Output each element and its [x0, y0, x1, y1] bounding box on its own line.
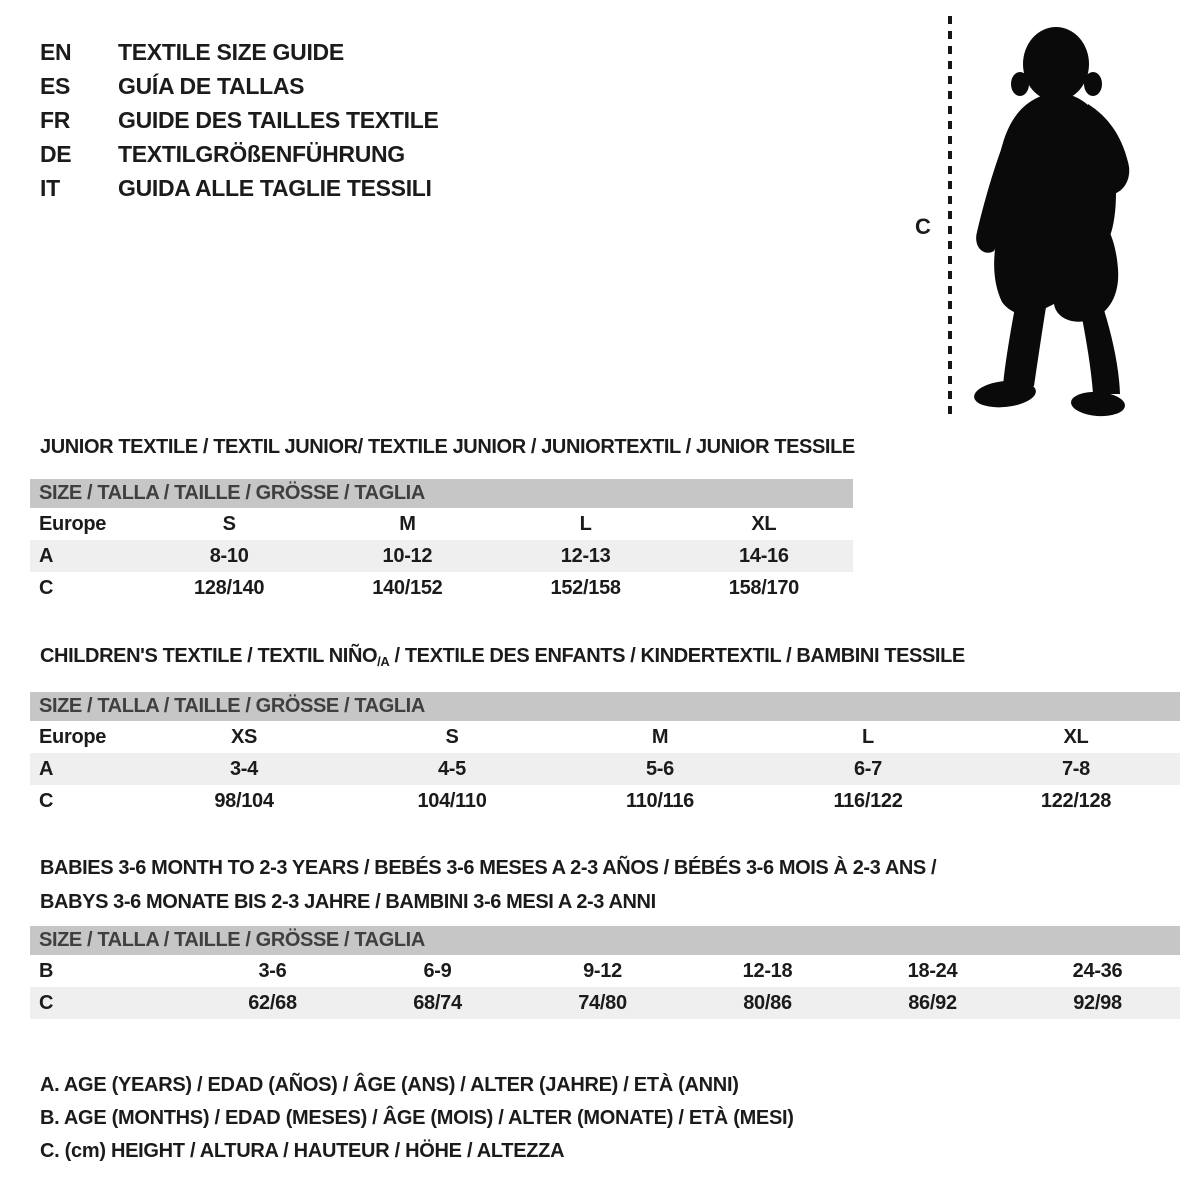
babies-heading-line1: BABIES 3-6 MONTH TO 2-3 YEARS / BEBÉS 3-6 MESES A 2-3 AÑOS / BÉBÉS 3-6 MOIS À 2-3 ANS / [40, 857, 937, 879]
toddler-silhouette-image [960, 14, 1140, 418]
table-cell: 116/122 [833, 789, 903, 812]
guide-title: TEXTILE SIZE GUIDE [118, 38, 344, 65]
table-cell: 14-16 [739, 544, 789, 567]
table-cell: 128/140 [194, 576, 265, 599]
table-cell: 10-12 [382, 544, 433, 567]
table-cell: 152/158 [550, 576, 621, 599]
language-code: FR [40, 106, 71, 133]
table-cell: 5-6 [645, 757, 674, 780]
row-label: C [39, 991, 54, 1014]
table-cell: XS [230, 725, 258, 748]
list-item [40, 103, 439, 137]
table-cell: 80/86 [743, 991, 792, 1014]
language-title-list [40, 35, 439, 205]
table-cell: M [399, 512, 416, 535]
size-header-bar: SIZE / TALLA / TAILLE / GRÖSSE / TAGLIA [30, 692, 1180, 721]
table-cell: L [862, 725, 874, 748]
table-row [30, 955, 1180, 987]
table-row [30, 572, 853, 604]
children-heading-main: CHILDREN'S TEXTILE / TEXTIL NIÑO [40, 645, 378, 667]
table-cell: 122/128 [1040, 789, 1112, 812]
table-cell: 24-36 [1072, 959, 1123, 982]
guide-title: GUIDE DES TAILLES TEXTILE [118, 106, 439, 133]
row-label: B [39, 959, 54, 982]
table-cell: 92/98 [1073, 991, 1122, 1014]
size-header-bar: SIZE / TALLA / TAILLE / GRÖSSE / TAGLIA [30, 926, 1180, 955]
table-cell: L [579, 512, 592, 535]
table-cell: 62/68 [248, 991, 297, 1014]
guide-title: TEXTILGRÖßENFÜHRUNG [118, 140, 405, 167]
language-code: ES [40, 72, 71, 99]
table-cell: XL [1063, 725, 1089, 748]
table-cell: 3-6 [258, 959, 287, 982]
height-dashed-line [948, 16, 952, 416]
language-code: EN [40, 38, 72, 65]
legend-line-b: B. AGE (MONTHS) / EDAD (MESES) / ÂGE (MOIS) / ALTER (MONATE) / ETÀ (MESI) [40, 1107, 794, 1129]
table-cell: 4-5 [437, 757, 466, 780]
legend-line-c: C. (cm) HEIGHT / ALTURA / HAUTEUR / HÖHE / ALTEZZA [40, 1140, 565, 1162]
row-label: A [39, 757, 54, 780]
table-row [30, 987, 1180, 1019]
table-cell: 12-13 [560, 544, 611, 567]
row-label: Europe [39, 512, 107, 535]
table-cell: S [222, 512, 236, 535]
row-label: Europe [39, 725, 107, 748]
table-row [30, 508, 853, 540]
table-cell: S [445, 725, 459, 748]
table-cell: 140/152 [372, 576, 443, 599]
table-row [30, 540, 853, 572]
babies-size-table [30, 926, 1180, 1019]
row-label: C [39, 789, 54, 812]
junior-size-table [30, 479, 853, 604]
language-code: IT [40, 174, 60, 201]
table-row [30, 753, 1180, 785]
list-item [40, 69, 439, 103]
table-cell: 68/74 [413, 991, 462, 1014]
table-cell: XL [751, 512, 777, 535]
table-cell: 6-7 [853, 757, 882, 780]
language-code: DE [40, 140, 72, 167]
guide-title: GUIDA ALLE TAGLIE TESSILI [118, 174, 432, 201]
guide-title: GUÍA DE TALLAS [118, 72, 305, 99]
table-cell: 9-12 [583, 959, 622, 982]
measurement-legend [40, 1069, 794, 1168]
junior-section-heading: JUNIOR TEXTILE / TEXTIL JUNIOR/ TEXTILE JUNIOR / JUNIORTEXTIL / JUNIOR TESSILE [40, 436, 855, 458]
table-cell: 74/80 [578, 991, 627, 1014]
list-item [40, 171, 439, 205]
table-cell: 98/104 [214, 789, 274, 812]
table-cell: 12-18 [742, 959, 793, 982]
children-size-table [30, 692, 1180, 817]
table-cell: 7-8 [1061, 757, 1090, 780]
row-label: C [39, 576, 54, 599]
babies-heading-line2: BABYS 3-6 MONATE BIS 2-3 JAHRE / BAMBINI 3-6 MESI A 2-3 ANNI [40, 891, 656, 913]
children-heading-rest: / TEXTILE DES ENFANTS / KINDERTEXTIL / BAMBINI TESSILE [389, 645, 965, 667]
table-cell: 104/110 [417, 789, 487, 812]
list-item [40, 35, 439, 69]
table-cell: M [651, 725, 669, 748]
table-row [30, 785, 1180, 817]
table-cell: 6-9 [423, 959, 452, 982]
table-cell: 3-4 [229, 757, 258, 780]
table-cell: 8-10 [209, 544, 249, 567]
row-label: A [39, 544, 54, 567]
table-cell: 110/116 [626, 789, 694, 812]
size-header-bar: SIZE / TALLA / TAILLE / GRÖSSE / TAGLIA [30, 479, 853, 508]
babies-section-heading [40, 851, 936, 919]
table-cell: 18-24 [907, 959, 958, 982]
list-item [40, 137, 439, 171]
table-row [30, 721, 1180, 753]
legend-line-a: A. AGE (YEARS) / EDAD (AÑOS) / ÂGE (ANS) / ALTER (JAHRE) / ETÀ (ANNI) [40, 1074, 739, 1096]
children-section-heading [40, 645, 965, 668]
table-cell: 86/92 [908, 991, 957, 1014]
table-cell: 158/170 [728, 576, 799, 599]
children-heading-suffix: /A [377, 654, 390, 669]
height-measure-label: C [915, 214, 931, 239]
